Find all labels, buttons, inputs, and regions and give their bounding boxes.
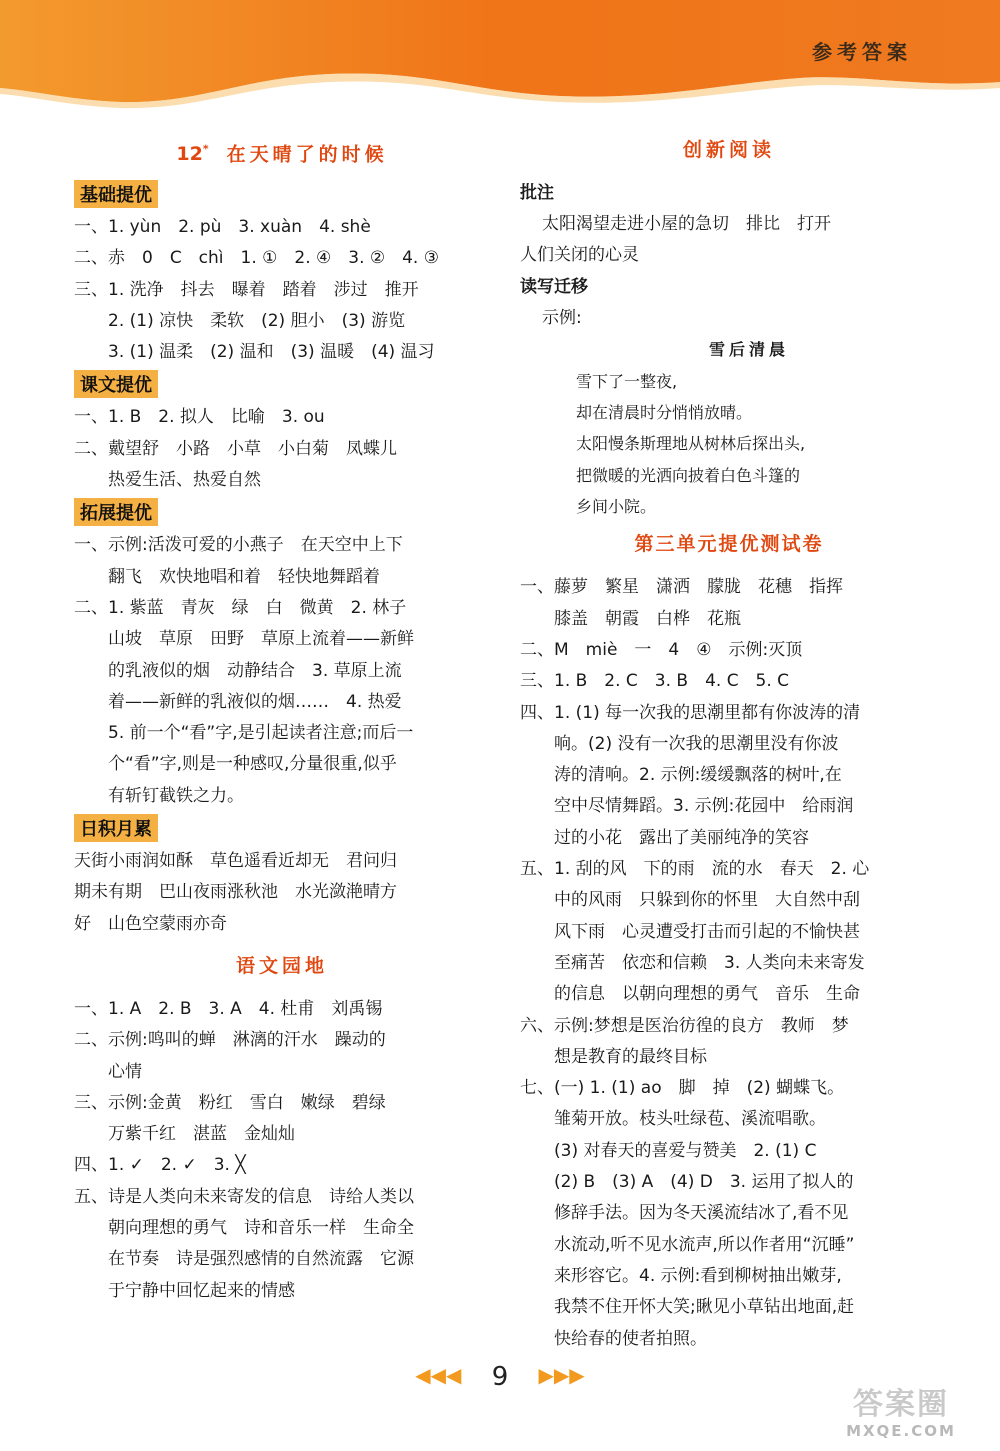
- tag-basic: 基础提优: [74, 180, 158, 208]
- answer-line: 响。(2) 没有一次我的思潮里没有你波: [554, 733, 839, 754]
- prev-arrows-icon: ◀◀◀: [415, 1363, 462, 1387]
- poem-line: 乡间小院。: [576, 497, 657, 517]
- poem-line: 雪下了一整夜,: [576, 371, 678, 391]
- example-label: 示例:: [542, 307, 582, 328]
- subhead-annotation: 批注: [520, 183, 554, 203]
- answer-line: 有斩钉截铁之力。: [108, 785, 244, 806]
- answer-line: 五、1. 刮的风 下的雨 流的水 春天 2. 心: [520, 859, 870, 880]
- answer-line: 万紫千红 湛蓝 金灿灿: [108, 1124, 295, 1145]
- subhead-writing: 读写迁移: [520, 276, 588, 297]
- poem-line: 太阳慢条斯理地从树林后探出头,: [576, 434, 806, 454]
- answer-line: 涛的清响。2. 示例:缓缓飘落的树叶,在: [554, 765, 842, 786]
- answer-line: (2) B (3) A (4) D 3. 运用了拟人的: [554, 1172, 854, 1193]
- answer-line: 二、赤 0 C chì 1. ① 2. ④ 3. ② 4. ③: [74, 248, 439, 269]
- top-banner: [0, 0, 1000, 110]
- answer-line: 2. (1) 凉快 柔软 (2) 胆小 (3) 游览: [108, 310, 406, 331]
- answer-line: 空中尽情舞蹈。3. 示例:花园中 给雨润: [554, 796, 854, 817]
- lesson-mark: *: [202, 143, 209, 156]
- answer-line: (3) 对春天的喜爱与赞美 2. (1) C: [554, 1140, 817, 1161]
- tag-extend: 拓展提优: [74, 498, 158, 526]
- answer-line: 快给春的使者拍照。: [554, 1328, 707, 1349]
- answer-line: 5. 前一个“看”字,是引起读者注意;而后一: [108, 723, 414, 744]
- left-column: [74, 132, 490, 1307]
- answer-line: 在节奏 诗是强烈感情的自然流露 它源: [108, 1249, 414, 1270]
- answer-line: 五、诗是人类向未来寄发的信息 诗给人类以: [74, 1186, 414, 1207]
- answer-line: 的乳液似的烟 动静结合 3. 草原上流: [108, 660, 402, 681]
- tag-accumulate: 日积月累: [74, 814, 158, 842]
- poem-line: 把微暖的光洒向披着白色斗篷的: [576, 465, 801, 485]
- answer-line: 来形容它。4. 示例:看到柳树抽出嫩芽,: [554, 1265, 842, 1286]
- answer-line: 七、(一) 1. (1) ao 脚 掉 (2) 蝴蝶飞。: [520, 1078, 845, 1099]
- lesson-title-text: 在天晴了的时候: [226, 143, 388, 166]
- lesson-title: [74, 136, 490, 164]
- answer-line: 中的风雨 只躲到你的怀里 大自然中刮: [554, 890, 860, 911]
- answer-line: 人们关闭的心灵: [520, 245, 639, 266]
- answer-line: 期未有期 巴山夜雨涨秋池 水光潋滟晴方: [74, 882, 397, 903]
- answer-line: 三、1. B 2. C 3. B 4. C 5. C: [520, 671, 790, 692]
- next-arrows-icon: ▶▶▶: [538, 1363, 585, 1387]
- answer-line: 个“看”字,则是一种感叹,分量很重,似乎: [108, 754, 397, 775]
- watermark-logo: [826, 1388, 976, 1442]
- answer-line: 朝向理想的勇气 诗和音乐一样 生命全: [108, 1218, 414, 1239]
- answer-line: 翻飞 欢快地唱和着 轻快地舞蹈着: [108, 566, 380, 587]
- watermark-url: MXQE.COM: [846, 1422, 956, 1440]
- answer-line: 3. (1) 温柔 (2) 温和 (3) 温暖 (4) 温习: [108, 342, 435, 363]
- answer-line: 好 山色空蒙雨亦奇: [74, 913, 227, 934]
- answer-line: 雏菊开放。枝头吐绿苞、溪流唱歌。: [554, 1109, 826, 1130]
- answer-line: 热爱生活、热爱自然: [108, 470, 261, 491]
- answer-line: 一、示例:活泼可爱的小燕子 在天空中上下: [74, 535, 403, 556]
- answer-line: 四、1. (1) 每一次我的思潮里都有你波涛的清: [520, 702, 861, 723]
- answer-line: 风下雨 心灵遭受打击而引起的不愉快甚: [554, 921, 860, 942]
- lesson-number: 12: [176, 143, 203, 166]
- answer-line: 一、藤萝 繁星 潇洒 朦胧 花穗 指挥: [520, 577, 843, 598]
- answer-line: 过的小花 露出了美丽纯净的笑容: [554, 827, 809, 848]
- answer-line: 水流动,听不见水流声,所以作者用“沉睡”: [554, 1234, 855, 1255]
- poem-line: 却在清晨时分悄悄放晴。: [576, 403, 753, 423]
- answer-line: 我禁不住开怀大笑;瞅见小草钻出地面,赶: [554, 1297, 855, 1318]
- answer-line: 天街小雨润如酥 草色遥看近却无 君问归: [74, 851, 397, 872]
- answer-line: 四、1. ✓ 2. ✓ 3. ╳: [74, 1155, 246, 1176]
- answer-line: 心情: [108, 1061, 142, 1082]
- answer-line: 二、M miè 一 4 ④ 示例:灭顶: [520, 639, 803, 660]
- answer-line: 至痛苦 依恋和信赖 3. 人类向未来寄发: [554, 952, 865, 973]
- answer-line: 一、1. A 2. B 3. A 4. 杜甫 刘禹锡: [74, 998, 383, 1019]
- poem-title: 雪后清晨: [708, 339, 789, 359]
- section-title-reading: 创新阅读: [682, 139, 775, 161]
- answer-line: 于宁静中回忆起来的情感: [108, 1280, 295, 1301]
- answer-line: 一、1. yùn 2. pù 3. xuàn 4. shè: [74, 217, 371, 237]
- page-number: 9: [491, 1362, 509, 1392]
- answer-line: 二、戴望舒 小路 小草 小白菊 凤蝶儿: [74, 438, 397, 459]
- right-column: [520, 132, 938, 1355]
- section-title-garden: 语文园地: [235, 954, 328, 977]
- answer-line: 着——新鲜的乳液似的烟…… 4. 热爱: [108, 691, 402, 712]
- answer-line: 太阳渴望走进小屋的急切 排比 打开: [542, 214, 831, 234]
- tag-text: 课文提优: [74, 370, 158, 398]
- answer-line: 六、示例:梦想是医治彷徨的良方 教师 梦: [520, 1015, 849, 1036]
- answer-line: 想是教育的最终目标: [554, 1046, 707, 1067]
- answer-line: 修辞手法。因为冬天溪流结冰了,看不见: [554, 1203, 849, 1224]
- answer-line: 三、示例:金黄 粉红 雪白 嫩绿 碧绿: [74, 1092, 386, 1113]
- header-title: 参考答案: [812, 40, 912, 64]
- answer-line: 三、1. 洗净 抖去 曝着 踏着 涉过 推开: [74, 279, 419, 300]
- answer-line: 二、示例:鸣叫的蝉 淋漓的汗水 躁动的: [74, 1030, 386, 1051]
- answer-line: 山坡 草原 田野 草原上流着——新鲜: [108, 629, 414, 650]
- answer-line: 一、1. B 2. 拟人 比喻 3. ou: [74, 407, 325, 428]
- answer-line: 膝盖 朝霞 白桦 花瓶: [554, 608, 741, 629]
- section-title-test: 第三单元提优测试卷: [634, 533, 824, 556]
- answer-line: 二、1. 紫蓝 青灰 绿 白 微黄 2. 林子: [74, 597, 407, 618]
- answer-line: 的信息 以朝向理想的勇气 音乐 生命: [554, 984, 860, 1005]
- watermark-text: 答案圈: [853, 1387, 949, 1422]
